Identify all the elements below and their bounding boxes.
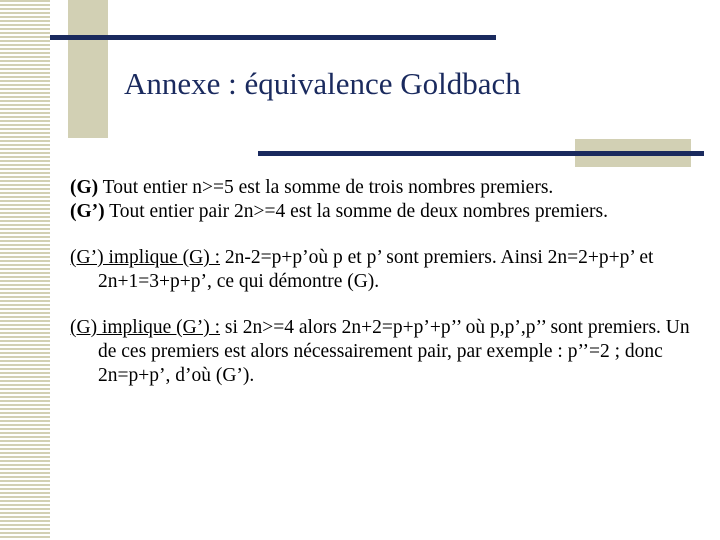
decorative-stripe-bar [0, 0, 50, 540]
statement-g-prime [70, 200, 700, 224]
statement-g-prime-label: (G’) [70, 201, 105, 222]
proof-g-prime-implies-g [70, 246, 700, 294]
decorative-line-top [50, 35, 496, 40]
slide-content [70, 176, 700, 388]
proof1-text: 2n-2=p+p’où p et p’ sont premiers. Ainsi 2n=2+p+p’ et 2n+1=3+p+p’, ce qui démontre (G). [98, 247, 654, 292]
statement-g [70, 176, 700, 200]
slide-title: Annexe : équivalence Goldbach [124, 66, 521, 101]
proof-g-implies-g-prime [70, 316, 700, 388]
decorative-line-mid [258, 151, 704, 156]
decorative-tan-block-top [68, 0, 108, 138]
proof2-heading: (G) implique (G’) : [70, 317, 221, 338]
statement-g-text: Tout entier n>=5 est la somme de trois nombres premiers. [98, 177, 554, 198]
proof2-text: si 2n>=4 alors 2n+2=p+p’+p’’ où p,p’,p’’ sont premiers. Un de ces premiers est alors nécessairement pair, par exemple : p’’=2 ; donc 2n=p+p’, d’où (G’). [98, 317, 690, 386]
proof1-heading: (G’) implique (G) : [70, 247, 221, 268]
statement-g-label: (G) [70, 177, 99, 198]
statement-g-prime-text: Tout entier pair 2n>=4 est la somme de deux nombres premiers. [104, 201, 608, 222]
